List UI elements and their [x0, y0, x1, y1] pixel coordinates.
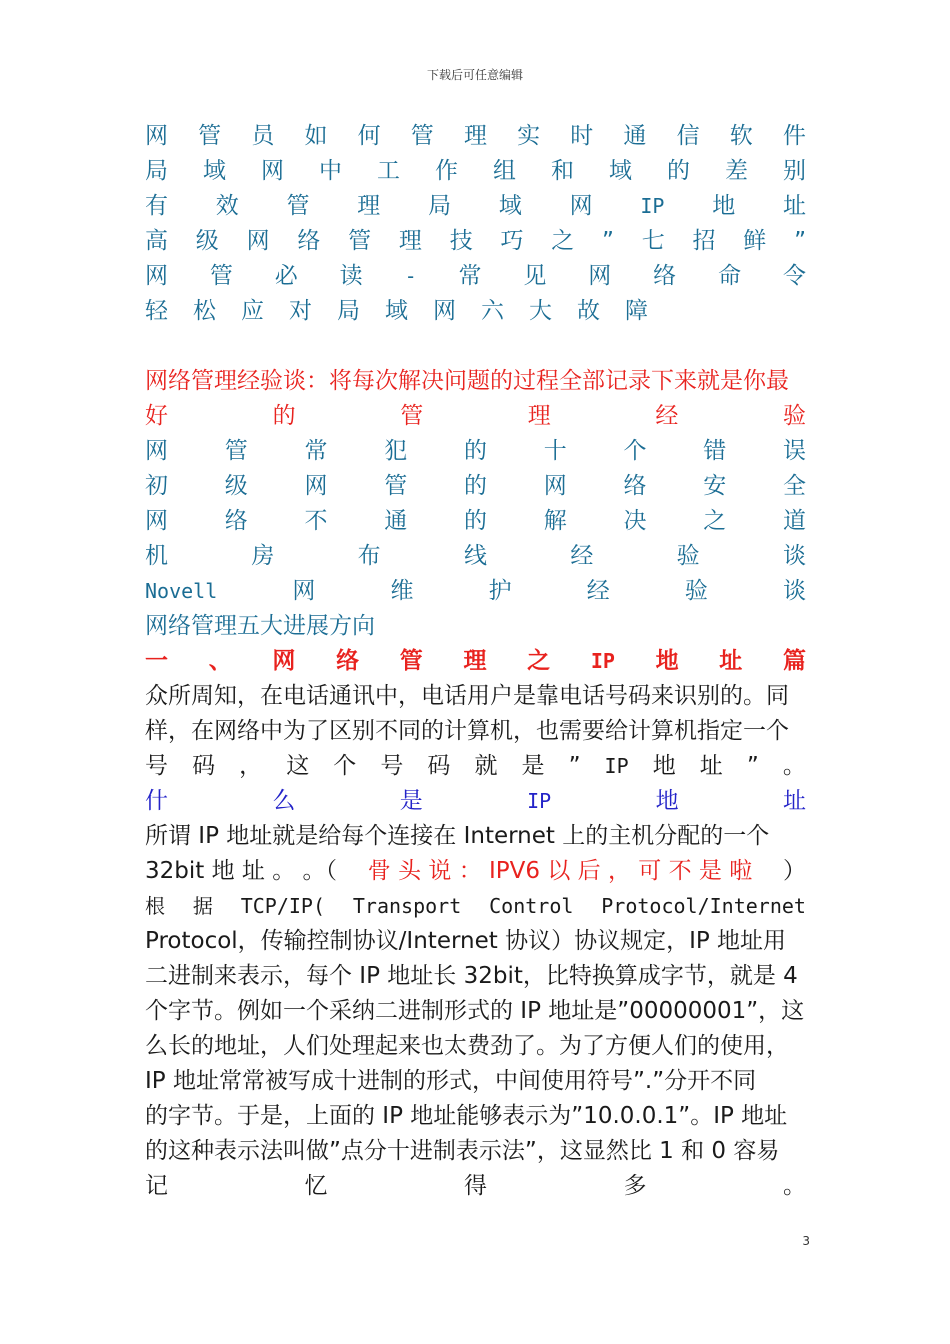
text-token: ” — [602, 228, 614, 254]
text-token: 级 — [224, 473, 248, 499]
body-line — [145, 1064, 806, 1099]
text-token: 网 — [588, 263, 612, 289]
text-token: 之 — [527, 648, 551, 674]
text-token: 局 — [428, 193, 452, 219]
text-token: 理 — [527, 403, 551, 429]
toc-link-line[interactable] — [145, 434, 806, 469]
text-token: 组 — [493, 158, 516, 184]
toc-link-line[interactable] — [145, 294, 806, 329]
text-token: IP — [590, 649, 615, 673]
text-token: 管 — [286, 193, 310, 219]
text-token: 之 — [551, 228, 575, 254]
text-token: 管 — [400, 403, 424, 429]
body-text: 的字节。于是，上面的 IP 地址能够表示为”10.0.0.1”。IP 地址 — [145, 1103, 788, 1129]
text-token: 据 — [192, 894, 213, 918]
text-token: 别 — [783, 158, 806, 184]
text-token: 忆 — [304, 1173, 328, 1199]
text-token: ， — [239, 753, 263, 779]
body-text: IP 地址常常被写成十进制的形式，中间使用符号”.”分开不同 — [145, 1068, 757, 1094]
text-token: 解 — [543, 508, 567, 534]
text-token: - — [404, 264, 417, 288]
text-token: 的 — [272, 403, 296, 429]
text-token: 决 — [623, 508, 647, 534]
text-token: 轻 — [145, 298, 168, 324]
body-line — [145, 714, 806, 749]
text-token: 、 — [208, 648, 232, 674]
text-token: 应 — [241, 298, 264, 324]
text-token: 件 — [782, 123, 806, 149]
text-token: 的 — [667, 158, 690, 184]
text-token: IP — [604, 754, 629, 778]
text-token: 理 — [463, 648, 487, 674]
text-token: 好 — [145, 403, 168, 429]
text-token: 作 — [435, 158, 458, 184]
text-token: 员 — [251, 123, 275, 149]
text-token: 实 — [517, 123, 541, 149]
body-line — [145, 1169, 806, 1204]
text-token: 管 — [198, 123, 222, 149]
body-line — [145, 959, 806, 994]
text-token: 网 — [569, 193, 593, 219]
text-token: 信 — [676, 123, 700, 149]
comment-text: 骨 头 说 ： IPV6 以 后 ， 可 不 是 啦 — [367, 858, 753, 884]
toc-link-line[interactable] — [145, 119, 806, 154]
text-token: 十 — [543, 438, 567, 464]
page-header-note: 下载后可任意编辑 — [426, 68, 523, 82]
body-line — [145, 819, 806, 854]
toc-link-line[interactable] — [145, 609, 806, 644]
featured-link-line[interactable] — [145, 399, 806, 434]
text-token: ” — [794, 228, 806, 254]
text-token: 招 — [692, 228, 716, 254]
text-token: 全 — [783, 473, 806, 499]
text-token: 高 — [145, 228, 168, 254]
text-token: 布 — [357, 543, 381, 569]
text-token: 管 — [384, 473, 408, 499]
text-token: 络 — [297, 228, 321, 254]
text-token: 经 — [570, 543, 594, 569]
text-token: 管 — [399, 648, 423, 674]
text-token: 地 — [655, 788, 679, 814]
body-text: 个字节。例如一个采纳二进制形式的 IP 地址是”00000001”，这 — [145, 998, 805, 1024]
text-token: 址 — [782, 193, 806, 219]
text-token: 巧 — [500, 228, 524, 254]
text-token: 七 — [641, 228, 665, 254]
text-token: 篇 — [782, 648, 806, 674]
text-token: 根 — [145, 894, 165, 918]
text-token: 网 — [543, 473, 567, 499]
body-text: 样，在网络中为了区别不同的计算机，也需要给计算机指定一个 — [145, 718, 789, 744]
text-token: 什 — [145, 788, 168, 814]
text-token: 记 — [145, 1173, 168, 1199]
text-token: 如 — [304, 123, 328, 149]
text-token: 管 — [348, 228, 372, 254]
body-text: 所谓 IP 地址就是给每个连接在 Internet 上的主机分配的一个 — [145, 823, 770, 849]
body-line — [145, 854, 806, 889]
text-token: 管 — [209, 263, 233, 289]
text-token: 是 — [399, 788, 423, 814]
text-token: 这 — [286, 753, 310, 779]
toc-link-line[interactable] — [145, 189, 806, 224]
text-token: 地 — [652, 753, 676, 779]
toc-link-line[interactable] — [145, 539, 806, 574]
blank-line — [145, 329, 806, 364]
body-line — [145, 1029, 806, 1064]
body-text: Protocol，传输控制协议/Internet 协议）协议规定，IP 地址用 — [145, 928, 787, 954]
text-token: 松 — [193, 298, 216, 324]
text-token: 中 — [319, 158, 342, 184]
subheading-what-is-ip — [145, 784, 806, 819]
text-token: 网 — [304, 473, 328, 499]
text-token: 网 — [433, 298, 456, 324]
text-token: 工 — [377, 158, 400, 184]
text-token: 通 — [623, 123, 647, 149]
text-token: Transport — [352, 894, 462, 918]
text-token: 址 — [699, 753, 723, 779]
text-token: 道 — [783, 508, 806, 534]
document-body — [145, 119, 806, 1204]
toc-link-line[interactable] — [145, 574, 806, 609]
text-token: 之 — [703, 508, 727, 534]
text-token: 理 — [463, 123, 487, 149]
body-text: 众所周知，在电话通讯中，电话用户是靠电话号码来识别的。同 — [145, 683, 789, 709]
text-token: 码 — [192, 753, 216, 779]
text-token: 见 — [523, 263, 547, 289]
text-token: 网 — [145, 508, 168, 534]
toc-link-line[interactable] — [145, 504, 806, 539]
body-text: 么长的地址，人们处理起来也太费劲了。为了方便人们的使用， — [145, 1033, 789, 1059]
toc-link-line[interactable] — [145, 154, 806, 189]
text-token: 码 — [427, 753, 451, 779]
text-token: 网 — [261, 158, 284, 184]
text-token: 常 — [304, 438, 328, 464]
text-token: 大 — [529, 298, 552, 324]
text-token: 就 — [474, 753, 498, 779]
text-token: 令 — [782, 263, 806, 289]
text-token: 时 — [570, 123, 594, 149]
text-token: 网 — [145, 438, 168, 464]
text-token: 鲜 — [743, 228, 767, 254]
body-text: 的这种表示法叫做”点分十进制表示法”，这显然比 1 和 0 容易 — [145, 1138, 780, 1164]
text-token: 谈 — [782, 543, 806, 569]
text-token: 验 — [782, 403, 806, 429]
text-token: Control — [489, 894, 574, 918]
toc-link-line[interactable] — [145, 259, 806, 294]
text-token: 域 — [203, 158, 226, 184]
text-token: 初 — [145, 473, 168, 499]
text-token: 必 — [274, 263, 298, 289]
body-line — [145, 1134, 806, 1169]
text-token: 机 — [145, 543, 168, 569]
featured-link-line[interactable] — [145, 364, 806, 399]
text-token: 个 — [333, 753, 357, 779]
text-token: 理 — [398, 228, 422, 254]
text-token: 效 — [215, 193, 239, 219]
text-token: TCP/IP( — [240, 894, 326, 918]
text-token: 犯 — [384, 438, 408, 464]
text-token: 得 — [464, 1173, 487, 1199]
body-text: 二进制来表示，每个 IP 地址长 32bit，比特换算成字节，就是 4 — [145, 963, 798, 989]
featured-link-text: 网络管理经验谈：将每次解决问题的过程全部记录下来就是你最 — [145, 368, 789, 394]
text-token: 有 — [145, 193, 168, 219]
text-token: 。 — [782, 753, 806, 779]
text-token: ” — [746, 753, 759, 779]
text-token: 对 — [289, 298, 312, 324]
text-token: 验 — [684, 578, 708, 604]
text-token: 管 — [224, 438, 248, 464]
text-token: 多 — [623, 1173, 647, 1199]
text-token: 验 — [676, 543, 700, 569]
text-token: 命 — [718, 263, 742, 289]
text-token: 域 — [609, 158, 632, 184]
text-token: 号 — [380, 753, 404, 779]
toc-link-line[interactable] — [145, 224, 806, 259]
text-token: 的 — [464, 508, 487, 534]
text-token: 技 — [449, 228, 473, 254]
body-line — [145, 994, 806, 1029]
text-token: 管 — [410, 123, 434, 149]
text-token: 误 — [783, 438, 806, 464]
text-token: 通 — [384, 508, 408, 534]
text-token: 域 — [498, 193, 522, 219]
text-token: 差 — [725, 158, 748, 184]
text-token: 网 — [145, 123, 168, 149]
text-token: 经 — [655, 403, 679, 429]
text-token: 软 — [729, 123, 753, 149]
toc-link-text: 网络管理五大进展方向 — [145, 613, 375, 639]
text-token: IP — [640, 194, 665, 218]
text-token: 一 — [145, 648, 168, 674]
text-token: 的 — [464, 438, 487, 464]
text-token: 经 — [586, 578, 610, 604]
text-token: 级 — [195, 228, 219, 254]
text-token: 号 — [145, 753, 168, 779]
text-token: 网 — [246, 228, 270, 254]
section-heading — [145, 644, 806, 679]
text-token: 局 — [337, 298, 360, 324]
text-token: 何 — [357, 123, 381, 149]
text-token: 络 — [224, 508, 248, 534]
text-token: 域 — [385, 298, 408, 324]
text-token: 是 — [521, 753, 545, 779]
text-token: 网 — [292, 578, 316, 604]
text-token: 络 — [623, 473, 647, 499]
text-token: 线 — [463, 543, 487, 569]
text-token: 的 — [464, 473, 487, 499]
text-token: 地 — [655, 648, 679, 674]
text-token: 地 — [712, 193, 736, 219]
text-token: ” — [568, 753, 581, 779]
text-token: 错 — [703, 438, 727, 464]
text-token: 不 — [304, 508, 328, 534]
text-token: 障 — [625, 298, 648, 324]
body-line — [145, 679, 806, 714]
body-text: ） — [782, 858, 806, 884]
text-token: 络 — [336, 648, 360, 674]
body-line — [145, 1099, 806, 1134]
text-token: 维 — [390, 578, 414, 604]
text-token: 。 — [783, 1173, 806, 1199]
text-token: 个 — [623, 438, 647, 464]
body-line — [145, 749, 806, 784]
body-line — [145, 924, 806, 959]
text-token: 址 — [782, 788, 806, 814]
text-token: 安 — [703, 473, 727, 499]
text-token: 理 — [357, 193, 381, 219]
body-text: 32bit 地 址 。 。（ — [145, 858, 338, 884]
text-token: Protocol/Internet — [601, 894, 806, 918]
text-token: 络 — [653, 263, 677, 289]
text-token: 护 — [488, 578, 512, 604]
text-token: 网 — [272, 648, 296, 674]
text-token: 么 — [272, 788, 296, 814]
text-token: 址 — [719, 648, 743, 674]
text-token: 六 — [481, 298, 504, 324]
text-token: IP — [527, 789, 552, 813]
text-token: 网 — [145, 263, 168, 289]
text-token: 局 — [145, 158, 168, 184]
text-token: Novell — [145, 579, 218, 603]
page-number: 3 — [802, 1234, 810, 1248]
text-token: 故 — [577, 298, 600, 324]
body-line — [145, 889, 806, 924]
text-token: 常 — [458, 263, 482, 289]
text-token: 谈 — [783, 578, 806, 604]
toc-link-line[interactable] — [145, 469, 806, 504]
text-token: 和 — [551, 158, 574, 184]
text-token: 房 — [251, 543, 275, 569]
text-token: 读 — [339, 263, 363, 289]
